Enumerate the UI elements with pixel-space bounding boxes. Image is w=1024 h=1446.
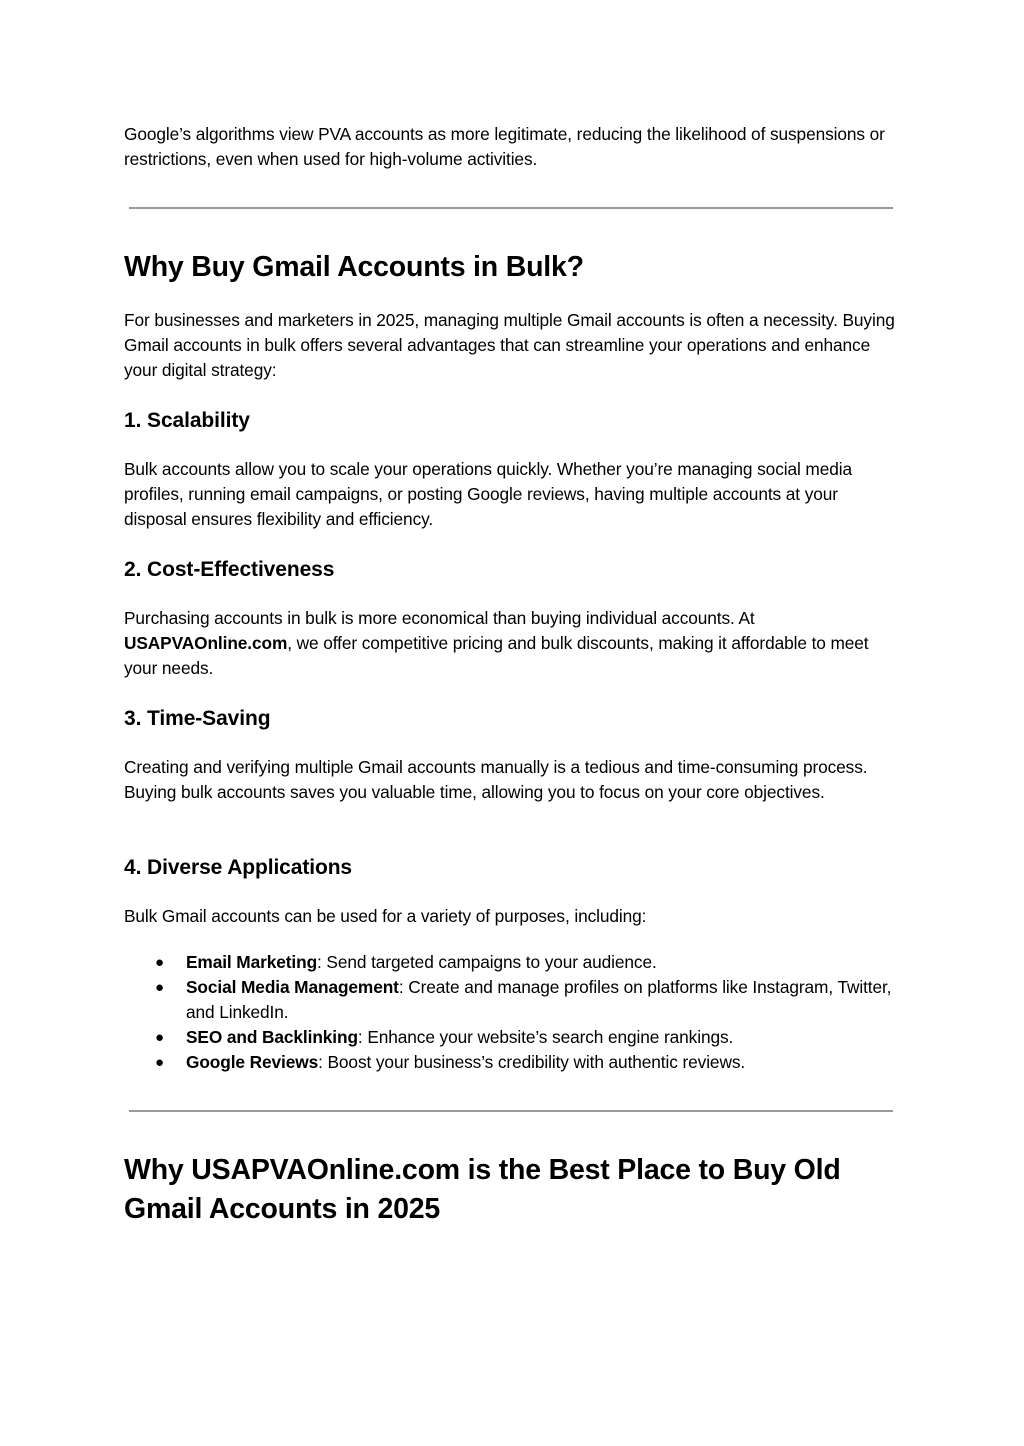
applications-bullet-list <box>124 950 896 1075</box>
list-item <box>124 975 896 1025</box>
bulk-intro-paragraph: For businesses and marketers in 2025, managing multiple Gmail accounts is often a necessity. Buying Gmail accounts in bulk offers several advantages that can streamline your operations and enhance your digital strategy: <box>124 310 895 380</box>
subheading-cost-effectiveness: 2. Cost-Effectiveness <box>124 558 335 581</box>
subheading-scalability: 1. Scalability <box>124 409 250 432</box>
bullet-term: SEO and Backlinking <box>186 1027 358 1047</box>
cost-effectiveness-paragraph <box>124 606 896 681</box>
section-divider <box>129 207 893 209</box>
section-heading-bulk: Why Buy Gmail Accounts in Bulk? <box>124 251 584 283</box>
bullet-text: : Send targeted campaigns to your audience. <box>317 952 657 972</box>
brand-name-bold: USAPVAOnline.com <box>124 633 288 653</box>
cost-text-before: Purchasing accounts in bulk is more economical than buying individual accounts. At <box>124 608 755 628</box>
subheading-diverse-applications: 4. Diverse Applications <box>124 856 353 879</box>
list-item <box>124 1050 896 1075</box>
section-heading-best-place: Why USAPVAOnline.com is the Best Place to Buy Old Gmail Accounts in 2025 <box>124 1154 841 1225</box>
bullet-term: Google Reviews <box>186 1052 319 1072</box>
subheading-time-saving: 3. Time-Saving <box>124 707 271 730</box>
section-divider <box>129 1110 893 1112</box>
bullet-text: : Create and manage profiles on platforms like Instagram, Twitter, and LinkedIn. <box>186 977 892 1022</box>
time-saving-paragraph: Creating and verifying multiple Gmail accounts manually is a tedious and time-consuming process. Buying bulk accounts saves you valuable time, allowing you to focus on your core objectives. <box>124 757 868 802</box>
bullet-icon: ● <box>155 1054 164 1071</box>
cost-text-after: , we offer competitive pricing and bulk discounts, making it affordable to meet your needs. <box>124 633 869 678</box>
bullet-icon: ● <box>155 1029 164 1046</box>
bullet-text: : Enhance your website’s search engine rankings. <box>357 1027 734 1047</box>
diverse-applications-paragraph: Bulk Gmail accounts can be used for a variety of purposes, including: <box>124 906 647 926</box>
list-item <box>124 1025 896 1050</box>
bullet-icon: ● <box>155 954 164 971</box>
scalability-paragraph: Bulk accounts allow you to scale your operations quickly. Whether you’re managing social media profiles, running email campaigns, or posting Google reviews, having multiple accounts at your disposal ensures flexibility and efficiency. <box>124 459 852 529</box>
bullet-icon: ● <box>155 979 164 996</box>
bullet-text: : Boost your business’s credibility with authentic reviews. <box>318 1052 746 1072</box>
bullet-term: Social Media Management <box>186 977 399 997</box>
intro-paragraph: Google’s algorithms view PVA accounts as more legitimate, reducing the likelihood of suspensions or restrictions, even when used for high-volume activities. <box>124 124 885 169</box>
list-item <box>124 950 896 975</box>
bullet-term: Email Marketing <box>186 952 318 972</box>
